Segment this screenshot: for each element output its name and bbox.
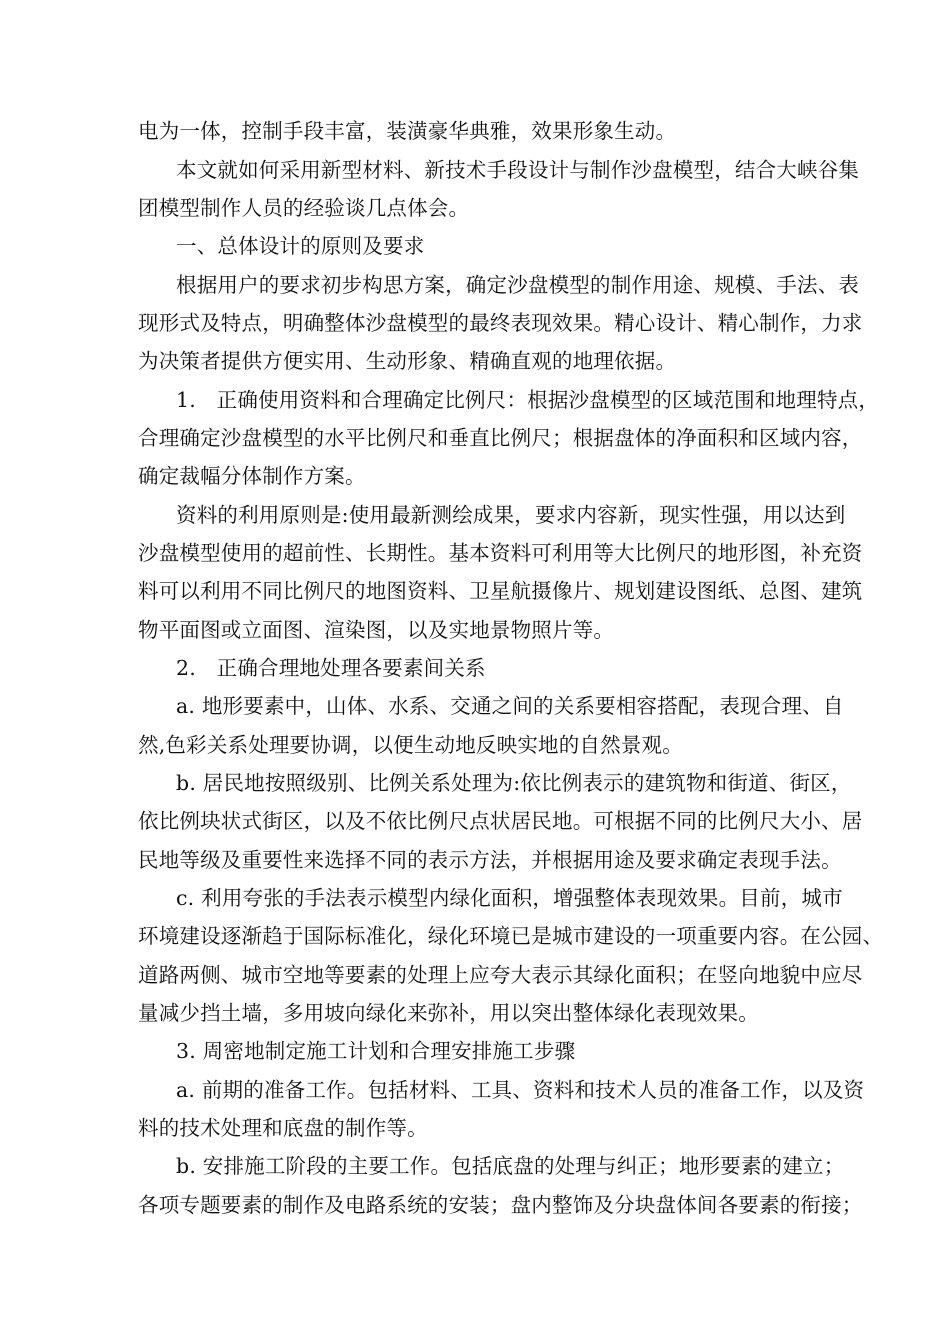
text-line: 根据用户的要求初步构思方案，确定沙盘模型的制作用途、规模、手法、表 [176,273,860,297]
text-line: 资料的利用原则是:使用最新测绘成果，要求内容新，现实性强，用以达到 [176,503,846,527]
text-line: 物平面图或立面图、渲染图，以及实地景物照片等。 [138,618,615,642]
text-line: a. 前期的准备工作。包括材料、工具、资料和技术人员的准备工作，以及资 [176,1078,865,1102]
text-line: b. 安排施工阶段的主要工作。包括底盘的处理与纠正；地形要素的建立； [176,1154,845,1178]
text-line: 环境建设逐渐趋于国际标准化，绿化环境已是城市建设的一项重要内容。在公园、 [138,924,884,948]
section-heading: 一、总体设计的原则及要求 [176,234,425,258]
text-line: 沙盘模型使用的超前性、长期性。基本资料可利用等大比例尺的地形图，补充资 [138,541,863,565]
numbered-item-heading: 3. 周密地制定施工计划和合理安排施工步骤 [176,1039,576,1063]
text-line: 依比例块状式街区，以及不依比例尺点状居民地。可根据不同的比例尺大小、居 [138,809,863,833]
text-line: c. 利用夸张的手法表示模型内绿化面积，增强整体表现效果。目前，城市 [176,886,843,910]
text-line: 量减少挡土墙，多用坡向绿化来弥补，用以突出整体绿化表现效果。 [138,1001,759,1025]
text-line: 电为一体，控制手段丰富，装潢豪华典雅，效果形象生动。 [138,119,677,143]
text-line: 为决策者提供方便实用、生动形象、精确直观的地理依据。 [138,349,677,373]
text-line: 确定裁幅分体制作方案。 [138,464,366,488]
numbered-item-heading: 1. 正确使用资料和合理确定比例尺：根据沙盘模型的区域范围和地理特点， [176,388,880,412]
text-line: b. 居民地按照级别、比例关系处理为:依比例表示的建筑物和街道、街区， [176,771,852,795]
text-line: 料可以利用不同比例尺的地图资料、卫星航摄像片、规划建设图纸、总图、建筑 [138,579,863,603]
text-line: 民地等级及重要性来选择不同的表示方法，并根据用途及要求确定表现手法。 [138,848,842,872]
text-line: 现形式及特点，明确整体沙盘模型的最终表现效果。精心设计、精心制作，力求 [138,311,863,335]
text-line: 料的技术处理和底盘的制作等。 [138,1116,428,1140]
text-line: 团模型制作人员的经验谈几点体会。 [138,196,470,220]
text-line: a. 地形要素中，山体、水系、交通之间的关系要相容搭配，表现合理、自 [176,694,844,718]
text-line: 道路两侧、城市空地等要素的处理上应夸大表示其绿化面积；在竖向地貌中应尽 [138,963,863,987]
text-line: 本文就如何采用新型材料、新技术手段设计与制作沙盘模型，结合大峡谷集 [176,158,860,182]
numbered-item-heading: 2. 正确合理地处理各要素间关系 [176,656,486,680]
text-line: 然,色彩关系处理要协调，以便生动地反映实地的自然景观。 [138,733,683,757]
text-line: 各项专题要素的制作及电路系统的安装；盘内整饰及分块盘体间各要素的衔接； [138,1193,863,1217]
text-line: 合理确定沙盘模型的水平比例尺和垂直比例尺；根据盘体的净面积和区域内容， [138,426,863,450]
